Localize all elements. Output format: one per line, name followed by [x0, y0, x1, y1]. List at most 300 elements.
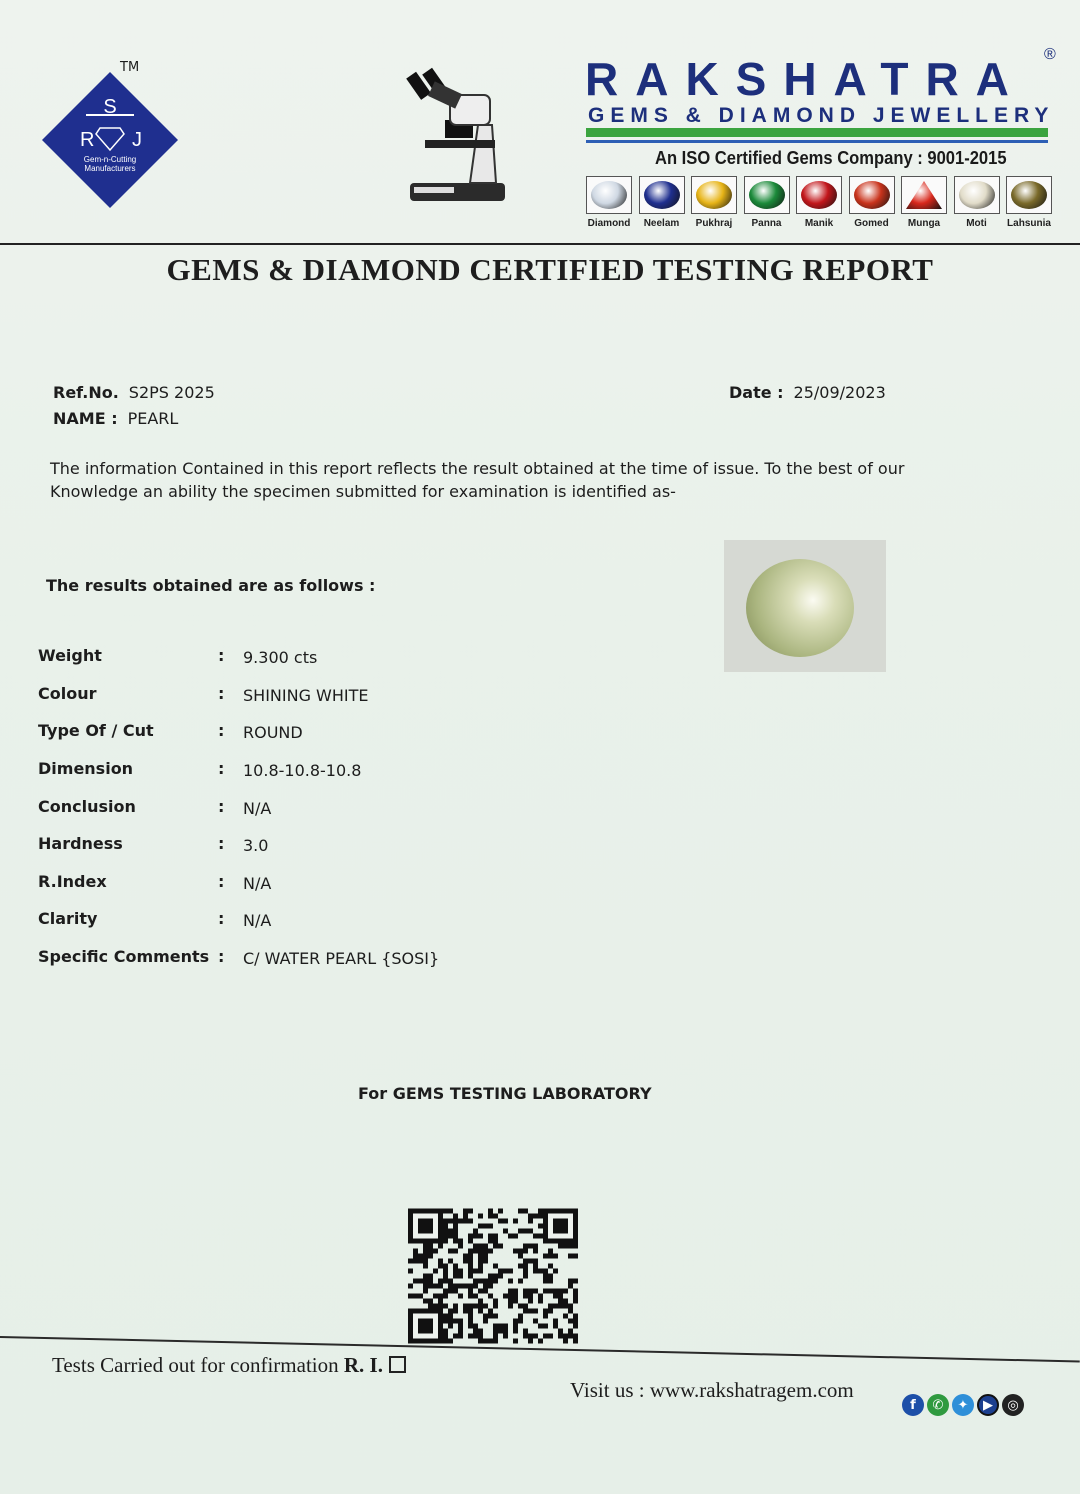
field-label: Clarity	[38, 909, 98, 928]
tests-line	[52, 1353, 406, 1378]
qr-module	[508, 1234, 513, 1239]
twitter-icon[interactable]: ✦	[952, 1394, 974, 1416]
qr-module	[573, 1244, 578, 1249]
qr-module	[553, 1324, 558, 1329]
qr-module	[538, 1209, 543, 1214]
qr-module	[483, 1259, 488, 1264]
qr-module	[453, 1214, 458, 1219]
qr-module	[468, 1334, 473, 1339]
qr-module	[428, 1249, 433, 1254]
gem-stone-icon	[849, 176, 895, 214]
qr-module	[453, 1309, 458, 1314]
qr-module	[573, 1294, 578, 1299]
qr-module	[503, 1294, 508, 1299]
qr-module	[498, 1269, 503, 1274]
qr-module	[533, 1319, 538, 1324]
qr-module	[468, 1239, 473, 1244]
qr-module	[423, 1249, 428, 1254]
qr-module	[483, 1319, 488, 1324]
qr-module	[448, 1324, 453, 1329]
field-value: ROUND	[243, 723, 303, 742]
qr-module	[568, 1254, 573, 1259]
field-separator: :	[218, 872, 225, 891]
qr-module	[418, 1259, 423, 1264]
qr-module	[413, 1279, 418, 1284]
qr-module	[443, 1339, 448, 1344]
gem-gomed	[847, 176, 897, 229]
qr-module	[428, 1244, 433, 1249]
qr-module	[443, 1224, 448, 1229]
qr-module	[468, 1259, 473, 1264]
qr-module	[443, 1219, 448, 1224]
qr-module	[488, 1234, 493, 1239]
date-line	[729, 383, 886, 403]
qr-module	[463, 1309, 468, 1314]
qr-module	[573, 1279, 578, 1284]
qr-module	[538, 1214, 543, 1219]
qr-module	[523, 1244, 528, 1249]
field-row-weight	[38, 646, 738, 670]
qr-module	[468, 1219, 473, 1224]
qr-module	[458, 1334, 463, 1339]
logo-letter-j: J	[132, 129, 142, 151]
qr-module	[558, 1294, 563, 1299]
qr-module	[418, 1294, 423, 1299]
qr-module	[543, 1334, 548, 1339]
qr-module	[553, 1269, 558, 1274]
qr-module	[523, 1294, 528, 1299]
website-line[interactable]: Visit us : www.rakshatragem.com	[570, 1378, 854, 1402]
qr-module	[513, 1339, 518, 1344]
logo-tagline-1: Gem-n-Cutting	[83, 155, 137, 164]
qr-module	[438, 1279, 443, 1284]
qr-module	[513, 1249, 518, 1254]
gem-strip	[584, 176, 1054, 229]
qr-module	[523, 1304, 528, 1309]
qr-module	[458, 1294, 463, 1299]
qr-module	[523, 1309, 528, 1314]
qr-module	[458, 1329, 463, 1334]
qr-module	[488, 1214, 493, 1219]
qr-module	[423, 1274, 428, 1279]
qr-module	[473, 1279, 478, 1284]
qr-module	[418, 1279, 423, 1284]
qr-module	[538, 1224, 543, 1229]
qr-module	[468, 1304, 473, 1309]
qr-module	[493, 1214, 498, 1219]
ref-value: S2PS 2025	[128, 383, 215, 402]
qr-module	[513, 1219, 518, 1224]
qr-module	[533, 1264, 538, 1269]
qr-module	[433, 1304, 438, 1309]
qr-module	[443, 1319, 448, 1324]
qr-module	[563, 1334, 568, 1339]
qr-module	[573, 1289, 578, 1294]
qr-module	[483, 1289, 488, 1294]
qr-module	[468, 1249, 473, 1254]
qr-module	[443, 1234, 448, 1239]
logo-letter-r: R	[80, 129, 95, 151]
qr-module	[548, 1289, 553, 1294]
field-row-conclusion	[38, 797, 738, 821]
qr-module	[563, 1304, 568, 1309]
qr-module	[478, 1264, 483, 1269]
qr-module	[468, 1209, 473, 1214]
qr-module	[478, 1249, 483, 1254]
qr-module	[453, 1269, 458, 1274]
date-label: Date :	[729, 383, 784, 402]
qr-module	[478, 1259, 483, 1264]
field-value: SHINING WHITE	[243, 686, 369, 705]
qr-module	[528, 1289, 533, 1294]
qr-module	[438, 1284, 443, 1289]
qr-module	[443, 1209, 448, 1214]
qr-module	[513, 1299, 518, 1304]
qr-module	[448, 1219, 453, 1224]
qr-module	[498, 1329, 503, 1334]
field-separator: :	[218, 797, 225, 816]
qr-module	[533, 1249, 538, 1254]
qr-module	[453, 1304, 458, 1309]
qr-module	[503, 1219, 508, 1224]
qr-module	[518, 1319, 523, 1324]
field-separator: :	[218, 759, 225, 778]
qr-module	[523, 1249, 528, 1254]
qr-module	[543, 1314, 548, 1319]
qr-module	[408, 1294, 413, 1299]
qr-module	[508, 1299, 513, 1304]
gem-name: Neelam	[643, 218, 680, 229]
field-row-r-index	[38, 872, 738, 896]
qr-module	[473, 1244, 478, 1249]
qr-module	[458, 1269, 463, 1274]
qr-module	[453, 1234, 458, 1239]
qr-module	[448, 1234, 453, 1239]
qr-module	[503, 1269, 508, 1274]
qr-module	[508, 1294, 513, 1299]
qr-module	[563, 1299, 568, 1304]
qr-module	[458, 1319, 463, 1324]
qr-module	[443, 1334, 448, 1339]
qr-module	[498, 1324, 503, 1329]
brand-blue-bar	[586, 140, 1048, 143]
qr-module	[468, 1324, 473, 1329]
name-value: PEARL	[127, 409, 179, 428]
qr-module	[468, 1274, 473, 1279]
qr-module	[533, 1234, 538, 1239]
field-value: N/A	[243, 874, 272, 893]
gem-neelam	[637, 176, 687, 229]
qr-module	[453, 1229, 458, 1234]
qr-module	[488, 1249, 493, 1254]
qr-module	[443, 1279, 448, 1284]
qr-module	[473, 1329, 478, 1334]
qr-module	[433, 1294, 438, 1299]
qr-module	[548, 1274, 553, 1279]
qr-module	[548, 1334, 553, 1339]
qr-module	[513, 1294, 518, 1299]
qr-module	[518, 1229, 523, 1234]
qr-module	[543, 1279, 548, 1284]
qr-module	[553, 1304, 558, 1309]
qr-module	[433, 1249, 438, 1254]
qr-module	[538, 1234, 543, 1239]
field-value: C/ WATER PEARL {SOSI}	[243, 949, 440, 968]
qr-module	[443, 1294, 448, 1299]
qr-module	[443, 1239, 448, 1244]
qr-module	[478, 1309, 483, 1314]
gem-diamond	[584, 176, 634, 229]
field-row-dimension	[38, 759, 738, 783]
qr-module	[538, 1294, 543, 1299]
facebook-icon[interactable]: f	[902, 1394, 924, 1416]
qr-module	[478, 1269, 483, 1274]
qr-module	[523, 1259, 528, 1264]
qr-module	[538, 1324, 543, 1329]
field-label: Dimension	[38, 759, 134, 778]
qr-module	[573, 1254, 578, 1259]
qr-module	[493, 1339, 498, 1344]
qr-module	[443, 1269, 448, 1274]
field-separator: :	[218, 834, 225, 853]
qr-module	[523, 1209, 528, 1214]
gem-stone-icon	[744, 176, 790, 214]
qr-module	[563, 1289, 568, 1294]
qr-module	[493, 1324, 498, 1329]
qr-module	[503, 1329, 508, 1334]
qr-module	[448, 1339, 453, 1344]
pearl-image	[746, 559, 854, 657]
qr-module	[488, 1239, 493, 1244]
qr-module	[463, 1214, 468, 1219]
qr-module	[493, 1264, 498, 1269]
qr-module	[568, 1329, 573, 1334]
ri-checkbox[interactable]	[389, 1356, 406, 1373]
name-label: NAME :	[53, 409, 118, 428]
qr-module	[508, 1289, 513, 1294]
qr-module	[568, 1319, 573, 1324]
qr-module	[413, 1259, 418, 1264]
qr-module	[548, 1304, 553, 1309]
qr-module	[543, 1309, 548, 1314]
qr-module	[553, 1294, 558, 1299]
qr-module	[558, 1244, 563, 1249]
qr-module	[453, 1274, 458, 1279]
qr-module	[478, 1254, 483, 1259]
qr-module	[493, 1314, 498, 1319]
qr-module	[438, 1244, 443, 1249]
qr-module	[438, 1264, 443, 1269]
qr-module	[473, 1234, 478, 1239]
qr-module	[533, 1259, 538, 1264]
gem-lahsunia	[1004, 176, 1054, 229]
registered-mark: ®	[1044, 46, 1056, 63]
qr-module	[503, 1334, 508, 1339]
qr-module	[488, 1209, 493, 1214]
qr-module	[468, 1294, 473, 1299]
qr-module	[448, 1289, 453, 1294]
qr-module	[528, 1334, 533, 1339]
gem-stone-icon	[796, 176, 842, 214]
tests-text: Tests Carried out for confirmation	[52, 1353, 339, 1377]
qr-module	[448, 1249, 453, 1254]
qr-module	[573, 1334, 578, 1339]
qr-module	[458, 1274, 463, 1279]
qr-module	[573, 1314, 578, 1319]
qr-module	[453, 1334, 458, 1339]
instagram-icon[interactable]: ◎	[1002, 1394, 1024, 1416]
qr-module	[563, 1244, 568, 1249]
qr-module	[428, 1304, 433, 1309]
qr-module	[458, 1284, 463, 1289]
qr-module	[443, 1314, 448, 1319]
field-row-hardness	[38, 834, 738, 858]
field-label: Specific Comments	[38, 947, 210, 966]
gem-name: Diamond	[587, 218, 631, 229]
qr-module	[553, 1319, 558, 1324]
qr-module	[408, 1259, 413, 1264]
logo-tagline-2: Manufacturers	[84, 164, 136, 173]
qr-module	[503, 1229, 508, 1234]
qr-module	[548, 1309, 553, 1314]
qr-module	[528, 1214, 533, 1219]
qr-module	[508, 1269, 513, 1274]
qr-module	[483, 1314, 488, 1319]
qr-module	[428, 1254, 433, 1259]
qr-module	[488, 1294, 493, 1299]
youtube-icon[interactable]: ▶	[977, 1394, 999, 1416]
qr-module	[528, 1294, 533, 1299]
ri-label: R. I.	[343, 1353, 383, 1377]
qr-module	[498, 1209, 503, 1214]
qr-module	[468, 1309, 473, 1314]
qr-module	[573, 1319, 578, 1324]
qr-module	[488, 1279, 493, 1284]
gem-manik	[794, 176, 844, 229]
gem-name: Lahsunia	[1007, 218, 1051, 229]
field-row-type-of-cut	[38, 721, 738, 745]
qr-module	[463, 1284, 468, 1289]
qr-module	[453, 1219, 458, 1224]
qr-module	[418, 1254, 423, 1259]
qr-module	[423, 1244, 428, 1249]
qr-module	[443, 1229, 448, 1234]
qr-module	[568, 1279, 573, 1284]
qr-module	[483, 1279, 488, 1284]
brand-name: RAKSHATRA	[585, 53, 1026, 105]
qr-module	[453, 1319, 458, 1324]
qr-module	[428, 1299, 433, 1304]
field-label: Hardness	[38, 834, 123, 853]
qr-module	[493, 1274, 498, 1279]
qr-module	[443, 1289, 448, 1294]
qr-module	[568, 1284, 573, 1289]
qr-module	[488, 1284, 493, 1289]
qr-module	[448, 1229, 453, 1234]
qr-module	[458, 1324, 463, 1329]
trademark: TM	[120, 60, 140, 75]
gem-name: Munga	[907, 218, 941, 229]
qr-module	[458, 1219, 463, 1224]
qr-module	[528, 1229, 533, 1234]
qr-module	[523, 1329, 528, 1334]
qr-module	[523, 1289, 528, 1294]
qr-module	[443, 1264, 448, 1269]
qr-module	[518, 1314, 523, 1319]
qr-module	[518, 1279, 523, 1284]
qr-module	[423, 1299, 428, 1304]
qr-module	[438, 1259, 443, 1264]
qr-module	[548, 1279, 553, 1284]
qr-module	[478, 1329, 483, 1334]
qr-module	[473, 1284, 478, 1289]
qr-module	[468, 1264, 473, 1269]
lab-signature-label: For GEMS TESTING LABORATORY	[358, 1084, 652, 1103]
qr-module	[518, 1209, 523, 1214]
qr-module	[548, 1264, 553, 1269]
field-value: 3.0	[243, 836, 269, 855]
qr-module	[523, 1269, 528, 1274]
qr-code[interactable]	[408, 1208, 578, 1344]
qr-module	[553, 1254, 558, 1259]
qr-module	[413, 1254, 418, 1259]
qr-module	[493, 1279, 498, 1284]
qr-module	[423, 1289, 428, 1294]
qr-module	[473, 1324, 478, 1329]
qr-module	[438, 1299, 443, 1304]
qr-module	[428, 1279, 433, 1284]
field-separator: :	[218, 947, 225, 966]
qr-module	[533, 1309, 538, 1314]
qr-module	[418, 1219, 433, 1234]
rsj-logo	[40, 70, 180, 210]
gem-panna	[742, 176, 792, 229]
qr-module	[448, 1209, 453, 1214]
qr-module	[528, 1219, 533, 1224]
qr-module	[463, 1304, 468, 1309]
qr-module	[523, 1274, 528, 1279]
whatsapp-icon[interactable]: ✆	[927, 1394, 949, 1416]
qr-module	[443, 1304, 448, 1309]
qr-module	[443, 1329, 448, 1334]
qr-module	[453, 1264, 458, 1269]
qr-module	[468, 1289, 473, 1294]
field-value: N/A	[243, 799, 272, 818]
qr-module	[543, 1289, 548, 1294]
qr-module	[533, 1269, 538, 1274]
qr-module	[448, 1259, 453, 1264]
qr-module	[478, 1234, 483, 1239]
qr-module	[528, 1259, 533, 1264]
qr-module	[483, 1244, 488, 1249]
intro-paragraph: The information Contained in this report reflects the result obtained at the time of issue. To the best of our Knowledge an ability the specimen submitted for examination is identified as-	[50, 459, 905, 501]
qr-module	[448, 1279, 453, 1284]
qr-module	[423, 1259, 428, 1264]
field-label: Colour	[38, 684, 97, 703]
qr-module	[418, 1319, 433, 1334]
qr-module	[558, 1299, 563, 1304]
qr-module	[493, 1234, 498, 1239]
qr-module	[478, 1299, 483, 1304]
logo-letter-s: S	[103, 96, 117, 118]
qr-module	[468, 1254, 473, 1259]
qr-module	[488, 1314, 493, 1319]
qr-module	[568, 1304, 573, 1309]
qr-module	[478, 1289, 483, 1294]
field-value: 9.300 cts	[243, 648, 318, 667]
qr-module	[493, 1244, 498, 1249]
gem-moti	[952, 176, 1002, 229]
